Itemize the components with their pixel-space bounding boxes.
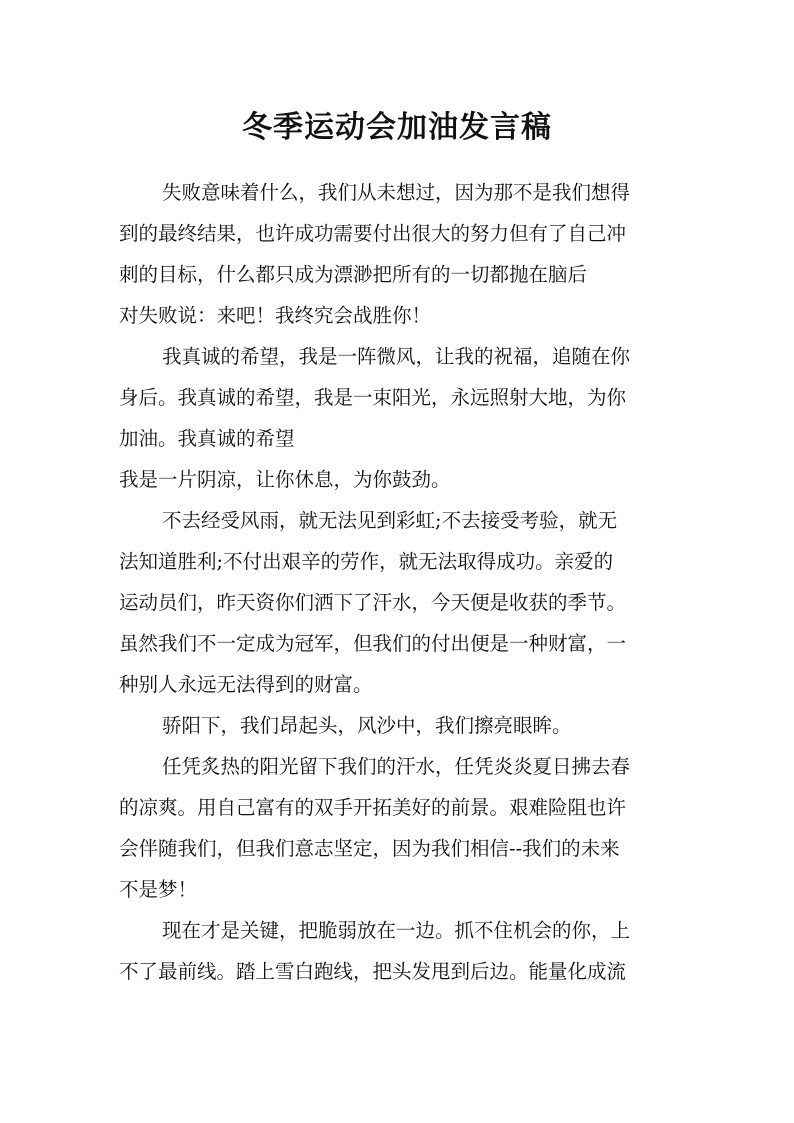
paragraph-line: 对失败说：来吧！我终究会战胜你！ bbox=[119, 304, 432, 327]
document-body bbox=[119, 172, 679, 992]
paragraph-line: 运动员们，昨天资你们洒下了汗水，今天便是收获的季节。 bbox=[119, 591, 627, 614]
paragraph-line: 法知道胜利;不付出艰辛的劳作，就无法取得成功。亲爱的 bbox=[119, 550, 614, 573]
paragraph-line: 种别人永远无法得到的财富。 bbox=[119, 673, 373, 696]
paragraph-line: 会伴随我们，但我们意志坚定，因为我们相信--我们的未来 bbox=[119, 837, 620, 860]
paragraph-line: 我真诚的希望，我是一阵微风，让我的祝福，追随在你 bbox=[162, 345, 631, 368]
paragraph-line: 任凭炙热的阳光留下我们的汗水，任凭炎炎夏日拂去春 bbox=[162, 755, 631, 778]
paragraph-line: 虽然我们不一定成为冠军，但我们的付出便是一种财富，一 bbox=[119, 632, 627, 655]
paragraph-line: 骄阳下，我们昂起头，风沙中，我们擦亮眼眸。 bbox=[162, 714, 572, 737]
paragraph-line: 的凉爽。用自己富有的双手开拓美好的前景。艰难险阻也许 bbox=[119, 796, 627, 819]
page-title: 冬季运动会加油发言稿 bbox=[242, 110, 552, 145]
paragraph-line: 刺的目标，什么都只成为漂渺把所有的一切都抛在脑后 bbox=[119, 263, 588, 286]
paragraph-line: 不是梦！ bbox=[119, 878, 198, 901]
paragraph-line: 加油。我真诚的希望 bbox=[119, 427, 295, 450]
paragraph-line: 现在才是关键，把脆弱放在一边。抓不住机会的你，上 bbox=[162, 919, 631, 942]
paragraph-line: 到的最终结果，也许成功需要付出很大的努力但有了自己冲 bbox=[119, 222, 627, 245]
paragraph-line: 我是一片阴凉，让你休息，为你鼓劲。 bbox=[119, 468, 451, 491]
paragraph-line: 不了最前线。踏上雪白跑线，把头发甩到后边。能量化成流 bbox=[119, 960, 627, 983]
paragraph-line: 不去经受风雨，就无法见到彩虹;不去接受考验，就无 bbox=[162, 509, 618, 532]
paragraph-line: 失败意味着什么，我们从未想过，因为那不是我们想得 bbox=[162, 181, 631, 204]
paragraph-line: 身后。我真诚的希望，我是一束阳光，永远照射大地，为你 bbox=[119, 386, 627, 409]
